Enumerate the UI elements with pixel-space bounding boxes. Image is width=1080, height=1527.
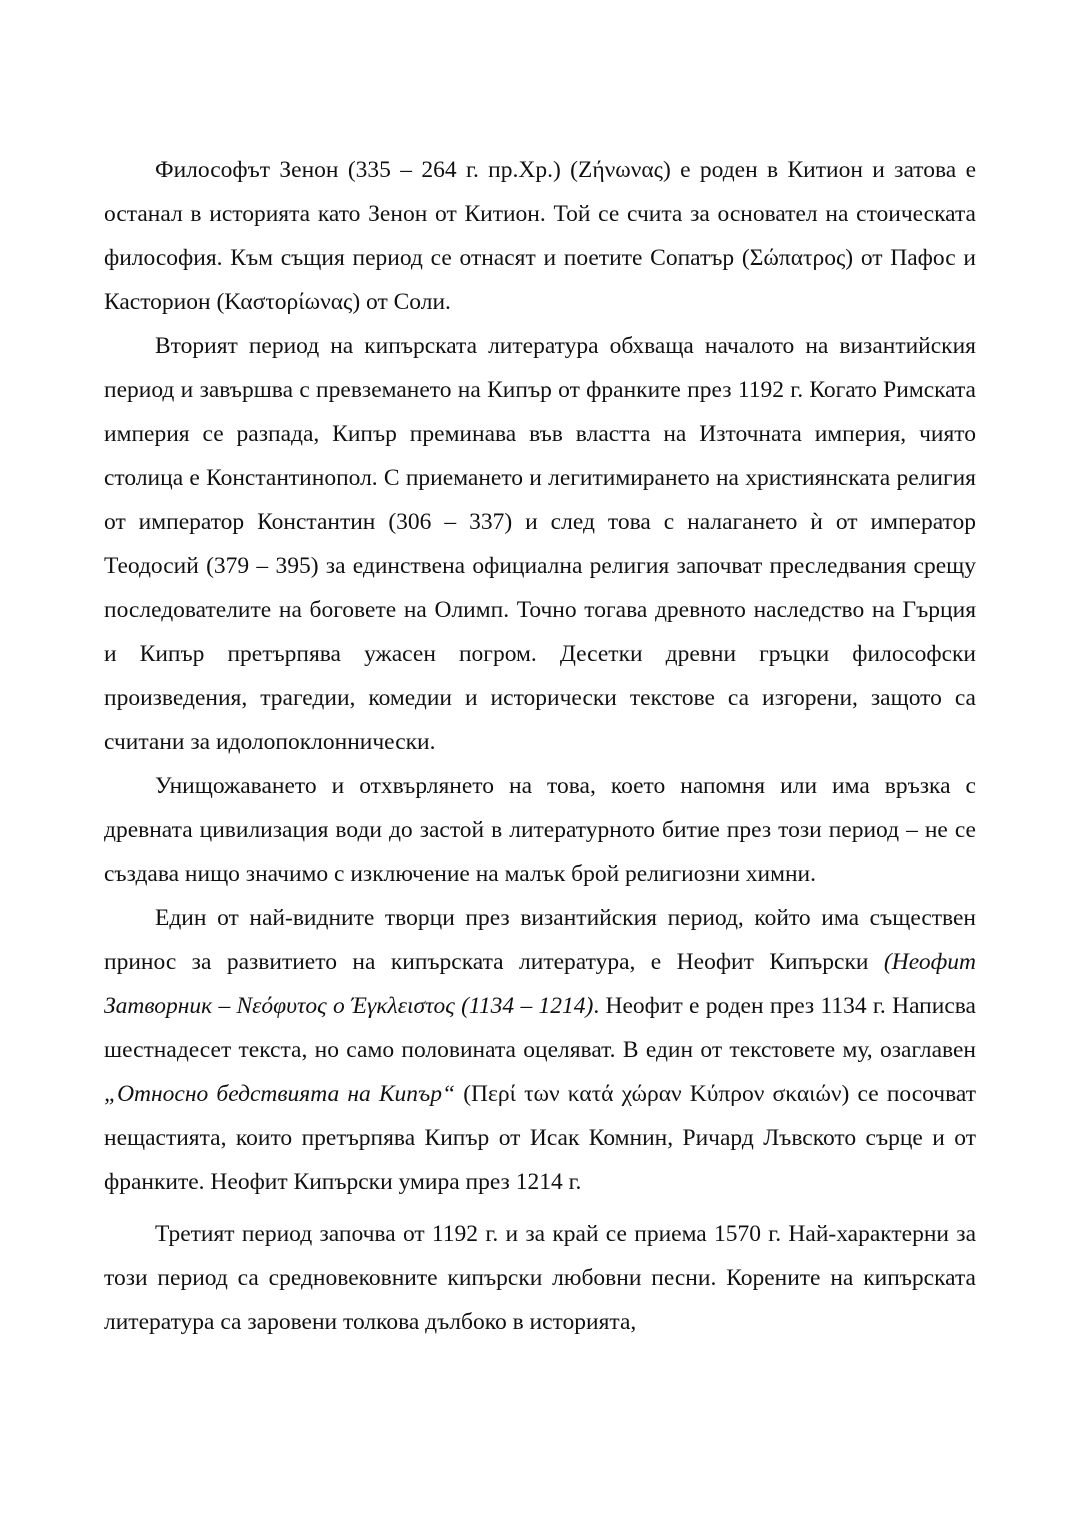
paragraph-neophytos-text-1: Един от най-видните творци през византийския период, който има съществен принос за развитието на кипърската литература, е Неофит Кипърски: [104, 905, 976, 975]
document-page: [104, 148, 976, 1344]
paragraph-zeno: Философът Зенон (335 – 264 г. пр.Хр.) (Ζήνωνας) е роден в Китион и затова е останал в историята като Зенон от Китион. Той се счита за основател на стоическата философия. Към същия период се отнасят и поетите Сопатър (Σώπατρος) от Пафос и Касторион (Καστορίωνας) от Соли.: [104, 157, 976, 315]
paragraph-second-period: Вторият период на кипърската литература обхваща началото на византийския период и завършва с превземането на Кипър от франките през 1192 г. Когато Римската империя се разпада, Кипър преминава във властта на Източната империя, чиято столица е Константинопол. С приемането и легитимирането на християнската религия от император Константин (306 – 337) и след това с налагането ѝ от император Теодосий (379 – 395) за единствена официална религия започват преследвания срещу последователите на боговете на Олимп. Точно тогава древното наследство на Гърция и Кипър претърпява ужасен погром. Десетки древни гръцки философски произведения, трагедии, комедии и исторически текстове са изгорени, защото са считани за идолопоклоннически.: [104, 333, 976, 755]
paragraph-neophytos: [104, 896, 976, 1204]
paragraph-neophytos-italic-title: „Относно бедствията на Кипър“: [104, 1081, 456, 1107]
paragraph-neophytos-text-3: (Περί των κατά χώραν Κύπρον σκαιών) се посочват нещастията, които претърпява Кипър от Исак Комнин, Ричард Лъвското сърце и от франките. Неофит Кипърски умира през 1214 г.: [104, 1081, 977, 1195]
paragraph-neophytos-italic-name: (Неофит Затворник – Νεόφυτος ο Έγκλειστος (1134 – 1214): [104, 949, 976, 1019]
paragraph-neophytos-text-2: . Неофит е роден през 1134 г. Написва шестнадесет текста, но само половината оцеляват. В един от текстовете му, озаглавен: [104, 993, 976, 1063]
paragraph-destruction: Унищожаването и отхвърлянето на това, което напомня или има връзка с древната цивилизация води до застой в литературното битие през този период – не се създава нищо значимо с изключение на малък брой религиозни химни.: [104, 773, 976, 887]
paragraph-third-period: Третият период започва от 1192 г. и за край се приема 1570 г. Най-характерни за този период са средновековните кипърски любовни песни. Корените на кипърската литература са заровени толкова дълбоко в историята,: [104, 1221, 976, 1335]
